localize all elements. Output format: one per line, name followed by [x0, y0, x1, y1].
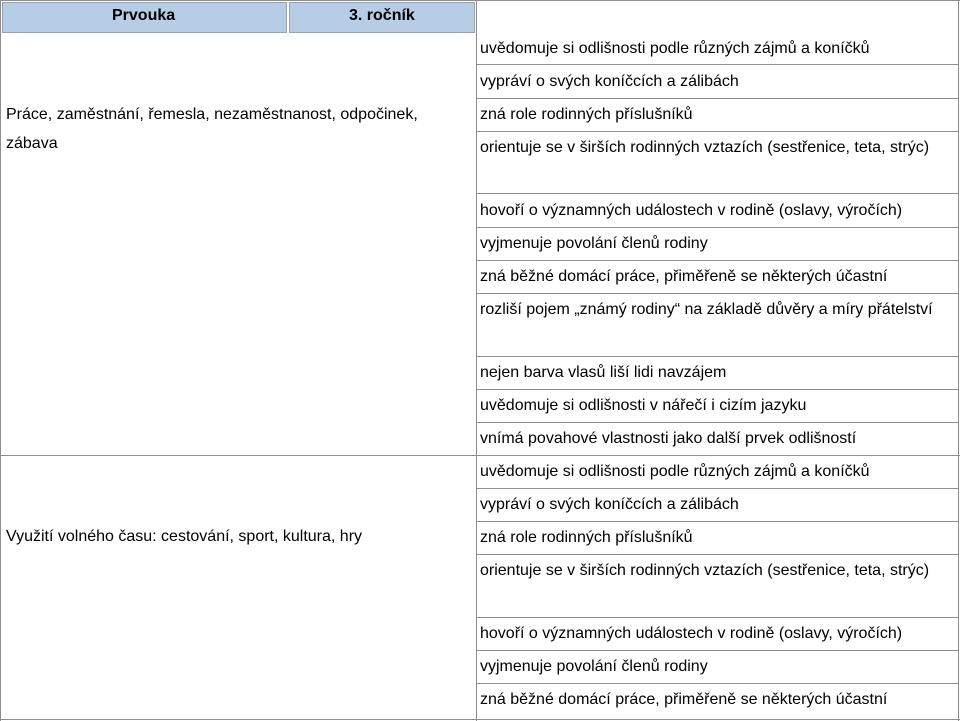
- outcome-row: zná role rodinných příslušníků: [480, 529, 693, 546]
- outcome-row: orientuje se v širších rodinných vztazích (sestřenice, teta, strýc): [480, 139, 930, 156]
- outcome-row: vypráví o svých koníčcích a zálibách: [480, 496, 739, 513]
- outcome-row: hovoří o významných událostech v rodině (oslavy, výročích): [480, 625, 903, 642]
- grade-title: 3. ročník: [349, 7, 415, 24]
- row-divider: [476, 521, 959, 522]
- row-divider: [476, 488, 959, 489]
- outcome-row: zná běžné domácí práce, přiměřeně se některých účastní: [480, 268, 888, 285]
- outcome-row: zná běžné domácí práce, přiměřeně se některých účastní: [480, 691, 888, 708]
- topic-free-time: Využití volného času: cestování, sport, kultura, hry: [6, 528, 363, 545]
- row-divider: [476, 683, 959, 684]
- section-divider: [0, 455, 960, 456]
- outcome-row: vypráví o svých koníčcích a zálibách: [480, 73, 739, 90]
- row-divider: [476, 227, 959, 228]
- table-border-right: [958, 0, 959, 721]
- table-border-bottom: [0, 719, 960, 720]
- row-divider: [476, 260, 959, 261]
- row-divider: [476, 64, 959, 65]
- row-divider: [476, 650, 959, 651]
- row-divider: [476, 131, 959, 132]
- row-divider: [476, 293, 959, 294]
- row-divider: [476, 356, 959, 357]
- row-divider: [476, 554, 959, 555]
- table-border-top: [0, 0, 960, 1]
- outcome-row: nejen barva vlasů liší lidi navzájem: [480, 364, 727, 381]
- outcome-row: vnímá povahové vlastnosti jako další prvek odlišností: [480, 430, 857, 447]
- table-border-left: [0, 0, 1, 721]
- outcome-row: uvědomuje si odlišnosti v nářečí i cizím jazyku: [480, 397, 807, 414]
- row-divider: [476, 617, 959, 618]
- outcome-row: uvědomuje si odlišnosti podle různých zájmů a koníčků: [480, 40, 870, 57]
- row-divider: [476, 389, 959, 390]
- row-divider: [476, 193, 959, 194]
- outcome-row: hovoří o významných událostech v rodině (oslavy, výročích): [480, 202, 903, 219]
- subject-title: Prvouka: [112, 7, 176, 24]
- outcome-row: vyjmenuje povolání členů rodiny: [480, 235, 708, 252]
- outcome-row: rozliší pojem „známý rodiny“ na základě důvěry a míry přátelství: [480, 301, 933, 318]
- row-divider: [476, 422, 959, 423]
- outcome-row: zná role rodinných příslušníků: [480, 106, 693, 123]
- outcome-row: uvědomuje si odlišnosti podle různých zájmů a koníčků: [480, 463, 870, 480]
- topic-work-leisure: Práce, zaměstnání, řemesla, nezaměstnanost, odpočinek, zábava: [6, 106, 418, 152]
- column-divider: [476, 0, 477, 721]
- outcome-row: orientuje se v širších rodinných vztazích (sestřenice, teta, strýc): [480, 562, 930, 579]
- outcome-row: vyjmenuje povolání členů rodiny: [480, 658, 708, 675]
- row-divider: [476, 98, 959, 99]
